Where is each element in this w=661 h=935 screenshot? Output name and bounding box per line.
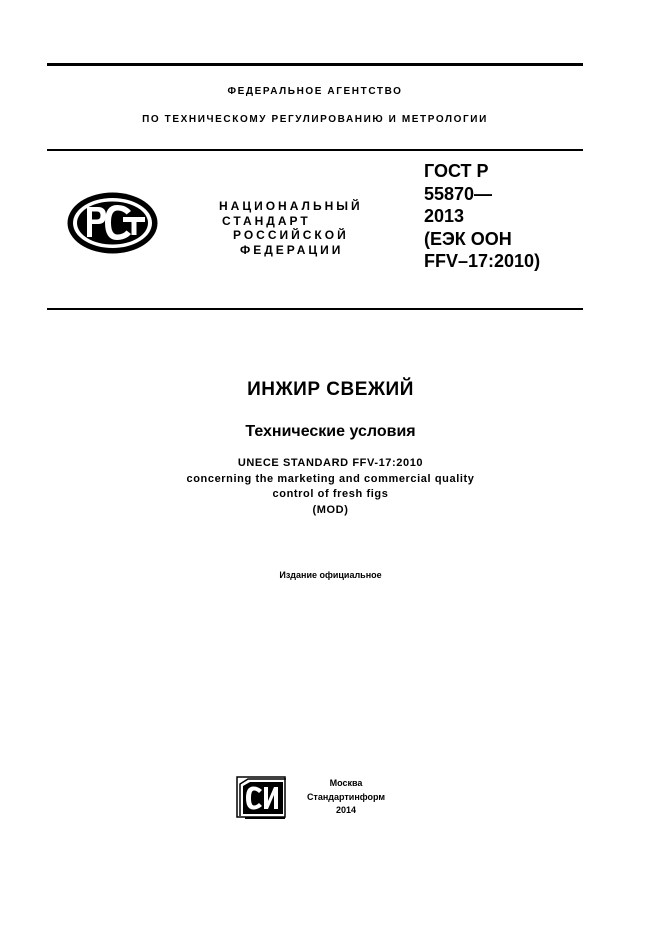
national-standard-line: СТАНДАРТ [222, 213, 311, 228]
publisher-year: 2014 [335, 805, 357, 815]
document-subtitle: Технические условия [245, 423, 416, 440]
standard-designation [424, 160, 584, 273]
rst-certification-mark-icon [65, 190, 160, 256]
national-standard-line: РОССИЙСКОЙ [233, 228, 349, 242]
standartinform-logo-icon [236, 776, 288, 820]
publisher-city: Москва [329, 778, 363, 788]
agency-line-2: ПО ТЕХНИЧЕСКОМУ РЕГУЛИРОВАНИЮ И МЕТРОЛОГИИ [142, 114, 488, 125]
national-standard-line: ФЕДЕРАЦИИ [240, 242, 344, 257]
header-rule [47, 149, 583, 151]
designation-line: (ЕЭК ООН [424, 228, 512, 249]
english-title-line: UNECE STANDARD FFV-17:2010 [237, 457, 424, 469]
national-standard-label [200, 199, 380, 257]
designation-line: 2013 [424, 206, 465, 226]
publisher-name: Стандартинформ [306, 791, 386, 802]
document-title: ИНЖИР СВЕЖИЙ [247, 379, 414, 400]
header-bottom-rule [47, 308, 583, 310]
edition-label: Издание официальное [279, 570, 382, 580]
agency-line-1: ФЕДЕРАЛЬНОЕ АГЕНТСТВО [227, 86, 403, 97]
publisher-block [296, 777, 396, 818]
designation-line: FFV–17:2010) [424, 251, 541, 271]
english-title-line: (MOD) [312, 503, 349, 516]
designation-line: ГОСТ Р [424, 161, 489, 181]
english-title-block [0, 456, 661, 518]
top-rule [47, 63, 583, 66]
english-title-line: concerning the marketing and commercial quality [186, 472, 475, 485]
designation-line: 55870— [424, 183, 493, 204]
national-standard-line: НАЦИОНАЛЬНЫЙ [219, 199, 363, 213]
english-title-line: control of fresh figs [272, 488, 389, 500]
